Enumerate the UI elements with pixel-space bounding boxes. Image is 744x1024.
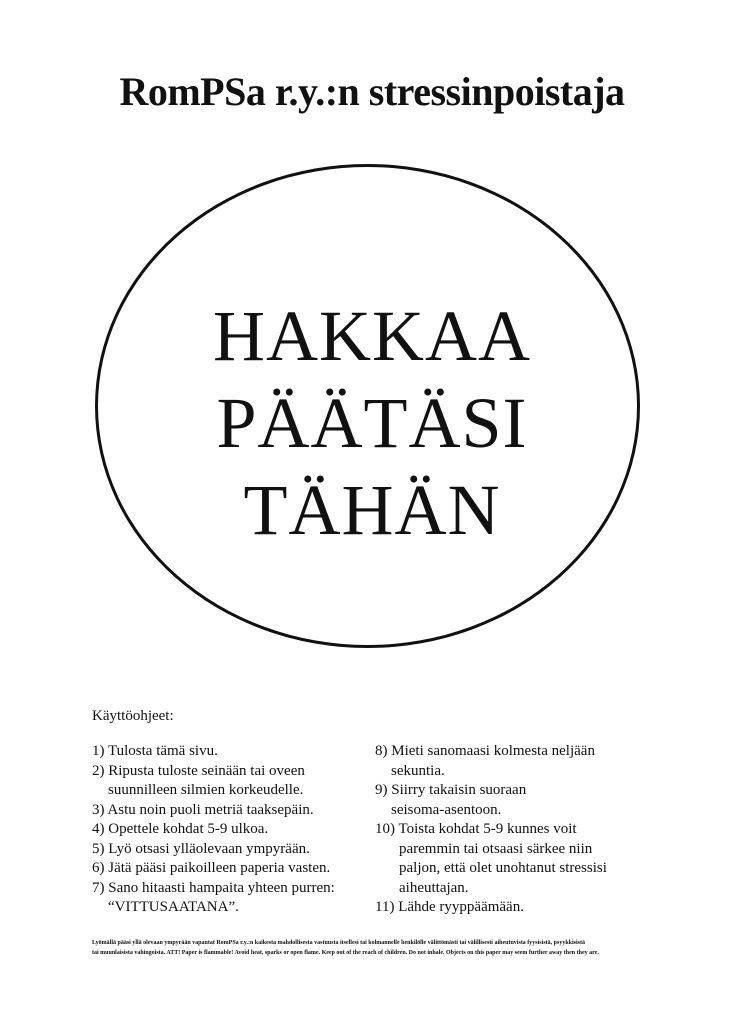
instruction-step-2: 2) Ripusta tuloste seinään tai oveen (92, 762, 305, 779)
disclaimer-line-2: tai muunlaisista vahingoista. ATT! Paper is flammable! Avoid heat, sparks or open flame. Keep out of the reach of children. Do not inhale. Objects on this paper may seem further away then they are. (92, 950, 599, 956)
instruction-step-11: 11) Lähde ryyppäämään. (375, 899, 524, 915)
target-text-line-3: TÄHÄN (243, 470, 501, 550)
instruction-step-9-cont: seisoma-asentoon. (391, 801, 502, 818)
instruction-step-10-cont-2: paljon, että olet unohtanut stressisi (399, 860, 607, 876)
instruction-step-4: 4) Opettele kohdat 5-9 ulkoa. (92, 821, 269, 837)
target-text-line-2: PÄÄTÄSI (216, 383, 528, 463)
target-text-line-1: HAKKAA (213, 296, 531, 376)
instruction-step-10-cont-3: aiheuttajan. (399, 879, 469, 896)
instructions-right-column (375, 742, 675, 918)
instruction-step-7: 7) Sano hitaasti hampaita yhteen purren: (92, 879, 335, 896)
instruction-step-8: 8) Mieti sanomaasi kolmesta neljään (375, 743, 595, 759)
instruction-step-6: 6) Jätä pääsi paikoilleen paperia vasten. (92, 860, 331, 876)
instruction-step-8-cont: sekuntia. (391, 762, 445, 779)
instruction-step-10-cont-1: paremmin tai otsaasi särkee niin (399, 840, 593, 857)
instructions-left-column (92, 742, 382, 918)
disclaimer-line-1: Lyömällä pääsi yllä olevaan ympyrään vapautat RomPSa r.y.:n kaikesta mahdollisesta vastuusta itsellesi tai kolmannelle henkilölle välittömästi tai välillisesti aiheutuvista fyysisistä, psyykkisistä (92, 940, 585, 946)
instruction-step-10: 10) Toista kohdat 5-9 kunnes voit (375, 821, 577, 837)
instruction-step-1: 1) Tulosta tämä sivu. (92, 743, 218, 759)
instruction-step-5: 5) Lyö otsasi ylläolevaan ympyrään. (92, 840, 310, 857)
instruction-step-7-cont: “VITTUSAATANA”. (108, 899, 239, 915)
instructions-heading: Käyttöohjeet: (92, 708, 174, 724)
instruction-step-3: 3) Astu noin puoli metriä taaksepäin. (92, 801, 314, 818)
instruction-step-9: 9) Siirry takaisin suoraan (375, 782, 527, 798)
disclaimer (92, 938, 652, 958)
instruction-step-2-cont: suunnilleen silmien korkeudelle. (108, 782, 304, 798)
page-title: RomPSa r.y.:n stressinpoistaja (119, 69, 625, 114)
